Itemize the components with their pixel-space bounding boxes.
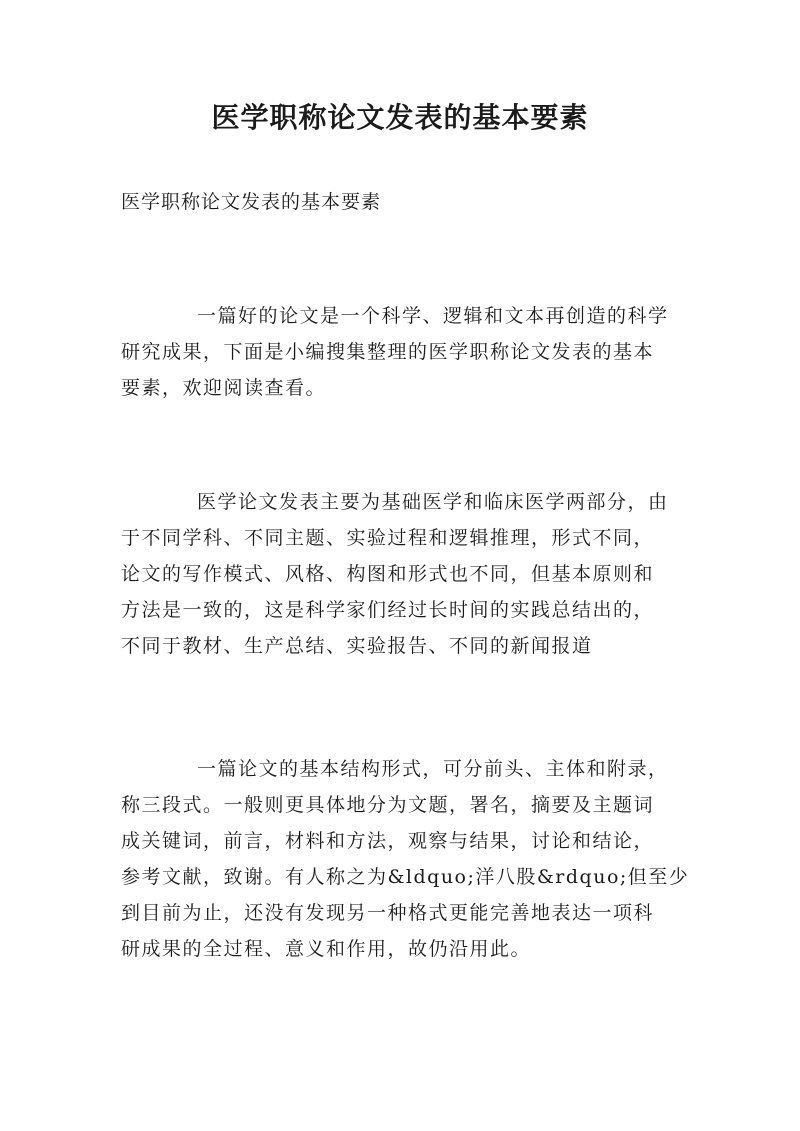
- paragraph-line: 研究成果，下面是小编搜集整理的医学职称论文发表的基本: [121, 341, 655, 363]
- paragraph-overview: [121, 484, 683, 664]
- paragraph-line: 成关键词，前言，材料和方法，观察与结果，讨论和结论，: [121, 830, 655, 852]
- paragraph-line: 于不同学科、不同主题、实验过程和逻辑推理，形式不同，: [121, 527, 655, 549]
- paragraph-line: 医学论文发表主要为基础医学和临床医学两部分，由: [197, 491, 669, 513]
- paragraph-line: 称三段式。一般则更具体地分为文题，署名，摘要及主题词: [121, 794, 655, 816]
- paragraph-line: 不同于教材、生产总结、实验报告、不同的新闻报道: [121, 635, 593, 657]
- paragraph-line: 一篇论文的基本结构形式，可分前头、主体和附录，: [197, 758, 669, 780]
- paragraph-line: 参考文献，致谢。有人称之为&ldquo;洋八股&rdquo;但至少: [121, 866, 690, 888]
- paragraph-structure: [121, 751, 690, 967]
- document-subtitle: 医学职称论文发表的基本要素: [121, 191, 382, 213]
- paragraph-line: 研成果的全过程、意义和作用，故仍沿用此。: [121, 938, 532, 960]
- paragraph-line: 论文的写作模式、风格、构图和形式也不同，但基本原则和: [121, 563, 655, 585]
- paragraph-line: 要素，欢迎阅读查看。: [121, 377, 327, 399]
- paragraph-line: 方法是一致的，这是科学家们经过长时间的实践总结出的，: [121, 599, 655, 621]
- paragraph-intro: [121, 298, 683, 406]
- document-title: 医学职称论文发表的基本要素: [211, 101, 589, 134]
- paragraph-line: 一篇好的论文是一个科学、逻辑和文本再创造的科学: [197, 305, 669, 327]
- paragraph-line: 到目前为止，还没有发现另一种格式更能完善地表达一项科: [121, 902, 655, 924]
